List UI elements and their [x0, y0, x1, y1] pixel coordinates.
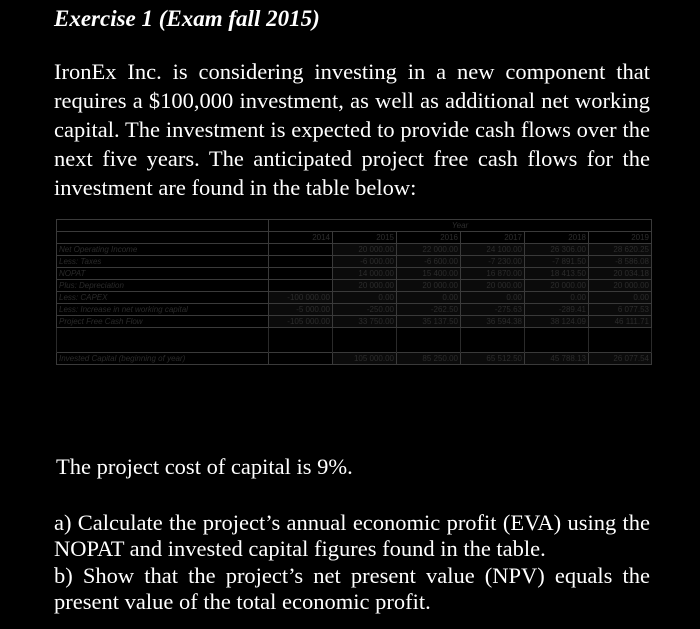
- table-corner-cell: [57, 232, 269, 244]
- table-cell: -7 891.50: [525, 256, 589, 268]
- table-cell: 20 000.00: [333, 280, 397, 292]
- table-cell: -250.00: [333, 304, 397, 316]
- table-spacer-row: [57, 328, 652, 353]
- table-cell: 0.00: [461, 292, 525, 304]
- table-cell: 28 620.25: [589, 244, 652, 256]
- table-cell: 26 077.54: [589, 353, 652, 365]
- table-cell: 20 000.00: [461, 280, 525, 292]
- table-cell: 36 594.38: [461, 316, 525, 328]
- table-cell: 45 788.13: [525, 353, 589, 365]
- table-row: [57, 316, 652, 328]
- intro-paragraph: IronEx Inc. is considering investing in a new component that requires a $100,000 investment, as well as additional net working capital. The investment is expected to provide cash flows over the next five years. The anticipated project free cash flows for the investment are found in the table below:: [54, 59, 650, 200]
- year-cell: 2016: [397, 232, 461, 244]
- row-label: NOPAT: [57, 268, 269, 280]
- table-cell: -5 000.00: [269, 304, 333, 316]
- table-header-row: [57, 220, 652, 232]
- table-cell: -289.41: [525, 304, 589, 316]
- table-cell: 26 306.00: [525, 244, 589, 256]
- table-cell: 0.00: [525, 292, 589, 304]
- table-cell: -6 000.00: [333, 256, 397, 268]
- table-corner-cell: [57, 220, 269, 232]
- table-cell: 38 124.09: [525, 316, 589, 328]
- year-cell: 2014: [269, 232, 333, 244]
- table-cell: 18 413.50: [525, 268, 589, 280]
- table-cell: 20 000.00: [589, 280, 652, 292]
- cost-of-capital-text: The project cost of capital is 9%.: [56, 454, 353, 479]
- year-header-cell: Year: [269, 220, 652, 232]
- table-cell: 20 000.00: [397, 280, 461, 292]
- spacer-cell: [333, 328, 397, 353]
- table-cell: 85 250.00: [397, 353, 461, 365]
- table-cell: -8 586.08: [589, 256, 652, 268]
- table-cell: -105 000.00: [269, 316, 333, 328]
- table-cell: [269, 256, 333, 268]
- table-cell: [269, 353, 333, 365]
- spacer-cell: [589, 328, 652, 353]
- spacer-cell: [269, 328, 333, 353]
- year-cell: 2019: [589, 232, 652, 244]
- table-cell: 15 400.00: [397, 268, 461, 280]
- table-row: [57, 256, 652, 268]
- table-cell: -262.50: [397, 304, 461, 316]
- year-cell: 2018: [525, 232, 589, 244]
- table-cell: 46 111.71: [589, 316, 652, 328]
- table-cell: 20 000.00: [333, 244, 397, 256]
- table-cell: 16 870.00: [461, 268, 525, 280]
- row-label: Less: CAPEX: [57, 292, 269, 304]
- row-label: Less: Taxes: [57, 256, 269, 268]
- table-cell: 20 000.00: [525, 280, 589, 292]
- table-years-row: [57, 232, 652, 244]
- table-cell: 0.00: [589, 292, 652, 304]
- table-cell: 24 100.00: [461, 244, 525, 256]
- table-cell: -6 600.00: [397, 256, 461, 268]
- table-cell: [269, 244, 333, 256]
- spacer-cell: [57, 328, 269, 353]
- question-b: b) Show that the project’s net present value (NPV) equals the present value of the total economic profit.: [54, 563, 650, 614]
- table-cell: -100 000.00: [269, 292, 333, 304]
- row-label: Net Operating Income: [57, 244, 269, 256]
- table-cell: 20 034.18: [589, 268, 652, 280]
- table-cell: 33 750.00: [333, 316, 397, 328]
- table-cell: 22 000.00: [397, 244, 461, 256]
- table-row: [57, 292, 652, 304]
- table-cell: [269, 280, 333, 292]
- table-cell: 14 000.00: [333, 268, 397, 280]
- table-cell: [269, 268, 333, 280]
- table-cell: 0.00: [397, 292, 461, 304]
- exercise-title: Exercise 1 (Exam fall 2015): [54, 6, 320, 31]
- cash-flow-table: [56, 219, 652, 365]
- table-cell: 105 000.00: [333, 353, 397, 365]
- row-label: Plus: Depreciation: [57, 280, 269, 292]
- invested-capital-row: [57, 353, 652, 365]
- table-cell: 6 077.53: [589, 304, 652, 316]
- table-row: [57, 244, 652, 256]
- year-cell: 2015: [333, 232, 397, 244]
- year-cell: 2017: [461, 232, 525, 244]
- spacer-cell: [525, 328, 589, 353]
- table-row: [57, 280, 652, 292]
- row-label: Less: Increase in net working capital: [57, 304, 269, 316]
- table-row: [57, 268, 652, 280]
- row-label: Invested Capital (beginning of year): [57, 353, 269, 365]
- spacer-cell: [397, 328, 461, 353]
- table-cell: 35 137.50: [397, 316, 461, 328]
- row-label: Project Free Cash Flow: [57, 316, 269, 328]
- cash-flow-table-image: [56, 219, 651, 426]
- table-cell: 0.00: [333, 292, 397, 304]
- question-a: a) Calculate the project’s annual economic profit (EVA) using the NOPAT and invested capital figures found in the table.: [54, 510, 650, 561]
- table-row: [57, 304, 652, 316]
- spacer-cell: [461, 328, 525, 353]
- table-cell: -7 230.00: [461, 256, 525, 268]
- table-cell: 65 512.50: [461, 353, 525, 365]
- table-cell: -275.63: [461, 304, 525, 316]
